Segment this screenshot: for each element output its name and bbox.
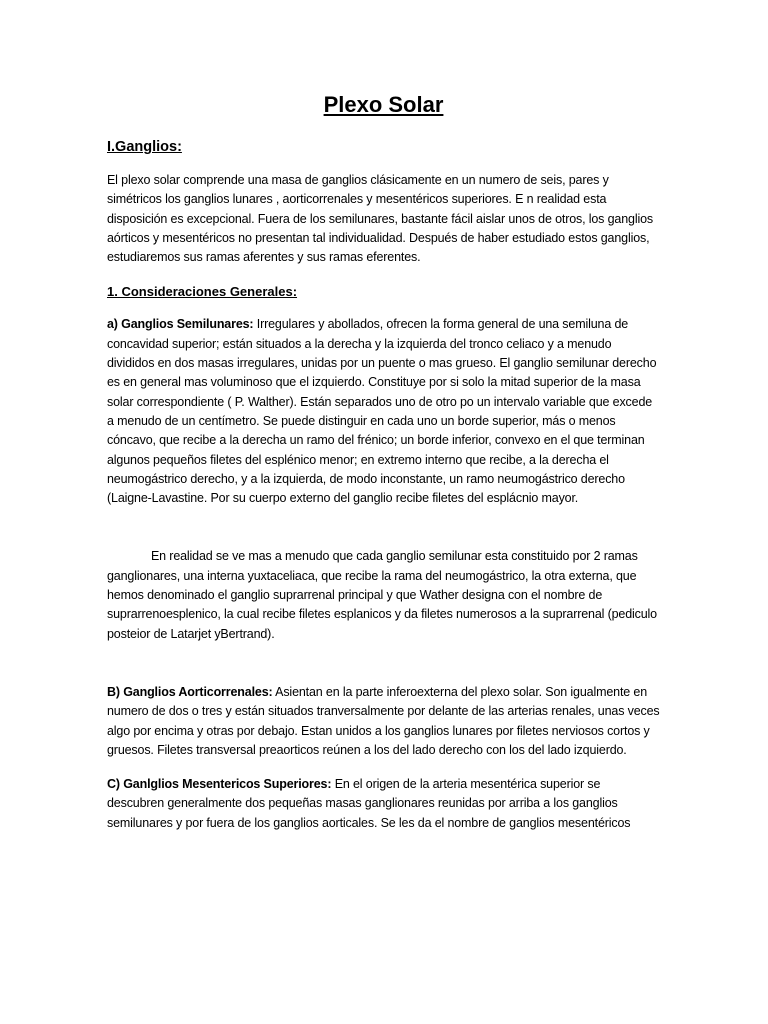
paragraph-ganglios-mesentericos — [107, 775, 660, 833]
paragraph-lead-aorticorrenales: B) Ganglios Aorticorrenales: — [107, 684, 273, 699]
document-title: Plexo Solar — [323, 92, 444, 117]
paragraph-body-aorticorrenales: Asientan en la parte inferoexterna del plexo solar. Son igualmente en numero de dos o tres y están situados tranversalmente por delante de las arterias renales, unas veces algo por encima y otras por debajo. Estan unidos a los ganglios lunares por filetes nerviosos cortos y gruesos. Filetes transversal preaorticos reúnen a los del lado derecho con los del lado izquierdo. — [107, 684, 660, 757]
paragraph-lead-mesentericos: C) Ganlglios Mesentericos Superiores: — [107, 777, 332, 792]
paragraph-ganglios-aorticorrenales — [107, 683, 660, 760]
paragraph-lead-semilunares: a) Ganglios Semilunares: — [107, 317, 254, 332]
paragraph-ganglios-semilunares — [107, 315, 660, 508]
section-heading-ganglios: I.Ganglios: — [107, 139, 182, 155]
intro-paragraph: El plexo solar comprende una masa de ganglios clásicamente en un numero de seis, pares y simétricos los ganglios lunares , aorticorrenales y mesentéricos superiores. E n realidad esta disposición es excepcional. Fuera de los semilunares, bastante fácil aislar unos de otros, los ganglios aórticos y mesentéricos no presentan tal individualidad. Después de haber estudiado estos ganglios, estudiaremos sus ramas aferentes y sus ramas eferentes. — [107, 173, 653, 265]
paragraph-en-realidad: En realidad se ve mas a menudo que cada ganglio semilunar esta constituido por 2 ramas ganglionares, una interna yuxtaceliaca, que recibe la rama del neumogástrico, la otra externa, que hemos denominado el ganglio suprarrenal principal y que Wather designa con el nombre de suprarrenoesplenico, la cual recibe filetes esplanicos y da filetes numerosos a la suprarrenal (pediculo posteior de Latarjet yBertrand). — [107, 549, 657, 641]
paragraph-body-mesentericos: En el origen de la arteria mesentérica superior se descubren generalmente dos pequeñas masas ganglionares reunidas por arriba a los ganglios semilunares y por fuera de los ganglios aorticales. Se les da el nombre de ganglios mesentéricos — [107, 777, 631, 830]
subsection-heading-consideraciones: 1. Consideraciones Generales: — [107, 284, 298, 300]
paragraph-body-semilunares: Irregulares y abollados, ofrecen la forma general de una semiluna de concavidad superior; están situados a la derecha y la izquierda del tronco celiaco y a menudo divididos en dos masas irregulares, unidas por un puente o mas grueso. El ganglio semilunar derecho es en general mas voluminoso que el izquierdo. Constituye por si solo la mitad superior de la masa solar correspondiente ( P. Walther). Están separados uno de otro po un intervalo variable que excede a menudo de un centímetro. Se puede distinguir en cada uno un borde superior, más o menos cóncavo, que recibe a la derecha un ramo del frénico; un borde inferior, convexo en el que terminan algunos pequeños filetes del esplénico menor; en extremo interno que recibe, a la derecha el neumogástrico derecho, y a la izquierda, de modo inconstante, un ramo neumogástrico derecho (Laigne-Lavastine. Por su cuerpo externo del ganglio recibe filetes del esplácnio mayor. — [107, 317, 657, 506]
